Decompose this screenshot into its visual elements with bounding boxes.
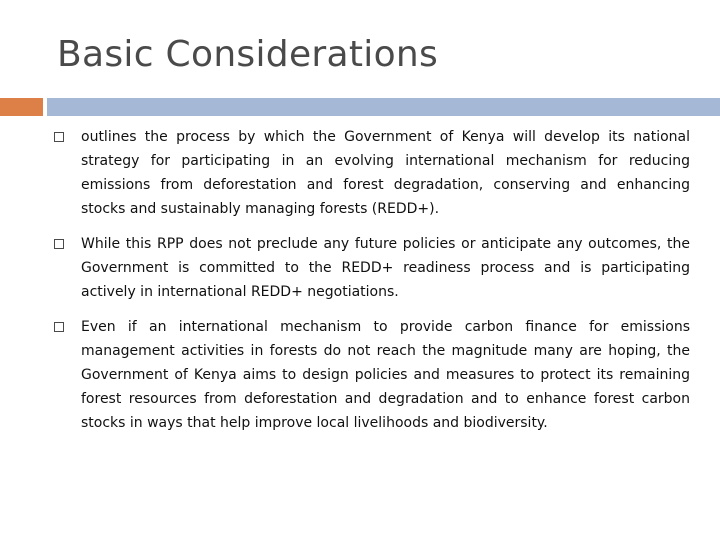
bullet-list xyxy=(50,125,690,446)
square-bullet-icon xyxy=(54,322,64,332)
square-bullet-icon xyxy=(54,239,64,249)
list-item xyxy=(50,125,690,221)
bullet-text: Even if an international mechanism to provide carbon finance for emissions management activities in forests do not reach the magnitude many are hoping, the Government of Kenya aims to design policies and measures to protect its remaining forest resources from deforestation and degradation and to enhance forest carbon stocks in ways that help improve local livelihoods and biodiversity. xyxy=(81,319,690,431)
title-divider xyxy=(0,98,720,116)
bullet-text: outlines the process by which the Government of Kenya will develop its national strategy for participating in an evolving international mechanism for reducing emissions from deforestation and forest degradation, conserving and enhancing stocks and sustainably managing forests (REDD+). xyxy=(81,129,690,217)
divider-band-blue xyxy=(47,98,720,116)
list-item xyxy=(50,315,690,435)
square-bullet-icon xyxy=(54,132,64,142)
slide-title: Basic Considerations xyxy=(57,34,439,75)
divider-accent-orange xyxy=(0,98,43,116)
bullet-text: While this RPP does not preclude any future policies or anticipate any outcomes, the Government is committed to the REDD+ readiness process and is participating actively in international REDD+ negotiations. xyxy=(81,236,690,300)
list-item xyxy=(50,232,690,304)
